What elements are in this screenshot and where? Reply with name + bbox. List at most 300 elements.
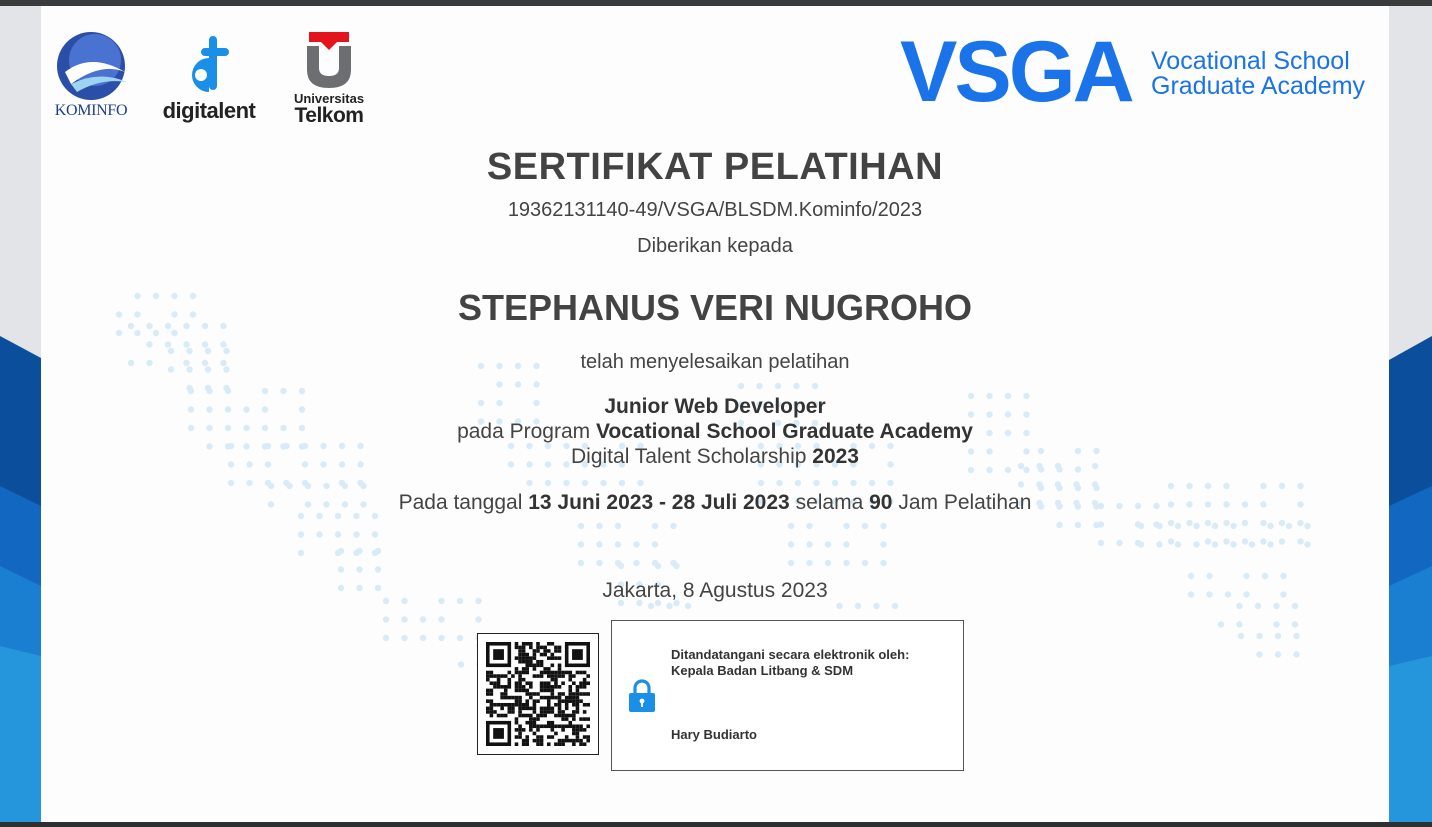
qr-module (554, 724, 558, 728)
map-dot (375, 548, 381, 554)
qr-module (576, 703, 580, 707)
kominfo-logo (51, 32, 131, 122)
qr-module (561, 674, 565, 678)
qr-module (508, 696, 512, 700)
qr-module (543, 724, 547, 728)
map-dot (1256, 651, 1262, 657)
qr-module (536, 717, 540, 721)
scholarship-name: Digital Talent Scholarship (571, 445, 807, 468)
qr-module (533, 664, 537, 668)
qr-module (561, 710, 565, 714)
qr-module (522, 728, 526, 732)
map-dot (637, 480, 643, 486)
vsga-subtitle-line2: Graduate Academy (1151, 72, 1366, 100)
map-dot (1267, 523, 1273, 529)
qr-module (576, 696, 580, 700)
qr-module (579, 717, 583, 721)
qr-module (490, 703, 494, 707)
map-dot (165, 341, 171, 347)
qr-module (518, 699, 522, 703)
map-dot (596, 523, 602, 529)
qr-module (525, 671, 529, 675)
map-dot (458, 661, 464, 667)
qr-module (543, 646, 547, 650)
qr-module (493, 703, 497, 707)
qr-module (518, 689, 522, 693)
qr-module (490, 692, 494, 696)
qr-module (586, 703, 590, 707)
map-dot (648, 603, 654, 609)
qr-module (543, 681, 547, 685)
qr-module (583, 728, 587, 732)
map-dot (1205, 520, 1211, 526)
qr-module (500, 674, 504, 678)
qr-module (518, 653, 522, 657)
qr-module (518, 724, 522, 728)
qr-module (508, 681, 512, 685)
qr-module (586, 717, 590, 721)
qr-module (522, 689, 526, 693)
map-dot (1260, 538, 1266, 544)
map-dot (146, 341, 152, 347)
qr-module (586, 674, 590, 678)
map-dot (673, 563, 679, 569)
qr-module (551, 689, 555, 693)
qr-module (493, 685, 497, 689)
qr-module (536, 660, 540, 664)
qr-module (486, 692, 490, 696)
qr-module (551, 685, 555, 689)
qr-module (543, 696, 547, 700)
qr-module (497, 714, 501, 718)
map-dot (375, 566, 381, 572)
map-dot (338, 566, 344, 572)
qr-module (490, 671, 494, 675)
qr-module (500, 685, 504, 689)
qr-module (536, 646, 540, 650)
qr-module (565, 717, 569, 721)
qr-module (533, 692, 537, 696)
map-dot (880, 560, 886, 566)
qr-module (579, 742, 583, 746)
qr-module (572, 742, 576, 746)
qr-module (525, 714, 529, 718)
qr-module (547, 699, 551, 703)
map-dot (880, 541, 886, 547)
qr-module (515, 696, 519, 700)
qr-module (583, 685, 587, 689)
place-date: Jakarta, 8 Agustus 2023 (602, 579, 828, 602)
map-dot (298, 550, 304, 556)
map-dot (578, 541, 584, 547)
map-dot (1018, 481, 1024, 487)
qr-module (565, 707, 569, 711)
map-dot (1260, 483, 1266, 489)
qr-module (579, 699, 583, 703)
qr-module (565, 696, 569, 700)
qr-module (533, 649, 537, 653)
map-dot (1230, 523, 1236, 529)
qr-module (511, 703, 515, 707)
qr-module (518, 728, 522, 732)
qr-module (579, 724, 583, 728)
map-dot (1260, 520, 1266, 526)
qr-module (576, 724, 580, 728)
qr-module (586, 681, 590, 685)
qr-module (583, 678, 587, 682)
qr-module (486, 689, 490, 693)
qr-module (561, 739, 565, 743)
map-dot (1175, 541, 1181, 547)
qr-module (515, 703, 519, 707)
map-dot (298, 531, 304, 537)
qr-module (572, 728, 576, 732)
qr-module (558, 699, 562, 703)
qr-module (529, 656, 533, 660)
qr-module (529, 660, 533, 664)
qr-module (515, 681, 519, 685)
map-dot (356, 548, 362, 554)
qr-module (511, 696, 515, 700)
qr-module (540, 664, 544, 668)
map-dot (652, 523, 658, 529)
qr-module (533, 710, 537, 714)
qr-module (568, 699, 572, 703)
telkom-wordmark-line1: Universitas (293, 91, 365, 106)
map-dot (652, 541, 658, 547)
map-dot (262, 388, 268, 394)
qr-module (543, 671, 547, 675)
qr-module (497, 681, 501, 685)
map-dot (1256, 633, 1262, 639)
qr-module (572, 696, 576, 700)
map-dot (1212, 541, 1218, 547)
map-dot (1255, 603, 1261, 609)
qr-module (554, 681, 558, 685)
map-dot (1156, 523, 1162, 529)
qr-module (568, 692, 572, 696)
qr-module (486, 707, 490, 711)
completed-label: telah menyelesaikan pelatihan (580, 351, 850, 373)
qr-module (529, 717, 533, 721)
map-dot (666, 603, 672, 609)
map-dot (563, 480, 569, 486)
map-dot (401, 616, 407, 622)
qr-module (540, 714, 544, 718)
qr-module (565, 735, 569, 739)
qr-module (522, 660, 526, 664)
scholarship-year: 2023 (812, 445, 859, 468)
qr-module (579, 739, 583, 743)
qr-module (558, 714, 562, 718)
qr-module (568, 721, 572, 725)
qr-module (547, 735, 551, 739)
map-dot (862, 523, 868, 529)
map-dot (286, 483, 292, 489)
qr-module (515, 721, 519, 725)
qr-module (568, 671, 572, 675)
qr-module (525, 742, 529, 746)
digitalent-logo (157, 34, 261, 129)
map-dot (825, 560, 831, 566)
map-dot (806, 541, 812, 547)
map-dot (806, 560, 812, 566)
qr-module (540, 685, 544, 689)
qr-module (511, 710, 515, 714)
map-dot (1279, 483, 1285, 489)
map-dot (545, 480, 551, 486)
map-dot (578, 560, 584, 566)
qr-module (493, 710, 497, 714)
qr-module (515, 646, 519, 650)
qr-module (529, 685, 533, 689)
map-dot (228, 480, 234, 486)
qr-module (561, 724, 565, 728)
qr-module (572, 717, 576, 721)
map-dot (1238, 633, 1244, 639)
qr-module (561, 671, 565, 675)
map-dot (578, 523, 584, 529)
qr-module (554, 742, 558, 746)
qr-module (547, 707, 551, 711)
map-dot (1223, 520, 1229, 526)
qr-module (547, 724, 551, 728)
qr-module (500, 703, 504, 707)
map-dot (134, 330, 140, 336)
qr-module (565, 724, 569, 728)
map-dot (788, 560, 794, 566)
qr-module (572, 699, 576, 703)
qr-module (558, 724, 562, 728)
map-dot (1186, 520, 1192, 526)
qr-module (508, 710, 512, 714)
qr-module (504, 685, 508, 689)
map-dot (892, 603, 898, 609)
map-dot (335, 531, 341, 537)
qr-module (583, 735, 587, 739)
qr-module (490, 714, 494, 718)
qr-module (522, 703, 526, 707)
map-dot (738, 383, 744, 389)
qr-code-icon (486, 642, 590, 746)
qr-module (540, 696, 544, 700)
qr-module (543, 714, 547, 718)
signature-statement: Ditandatangani secara elektronik oleh: (671, 647, 910, 662)
given-to-label: Diberikan kepada (637, 235, 793, 257)
qr-module (572, 681, 576, 685)
qr-module (558, 739, 562, 743)
map-dot (401, 635, 407, 641)
map-dot (1236, 603, 1242, 609)
map-dot (633, 560, 639, 566)
qr-module (540, 742, 544, 746)
map-dot (438, 616, 444, 622)
map-dot (1098, 540, 1104, 546)
qr-module (490, 699, 494, 703)
qr-module (540, 674, 544, 678)
qr-module (547, 689, 551, 693)
qr-module (529, 714, 533, 718)
qr-module (561, 728, 565, 732)
map-dot (116, 330, 122, 336)
map-dot (1292, 603, 1298, 609)
qr-module (572, 710, 576, 714)
qr-module (543, 710, 547, 714)
qr-module (583, 710, 587, 714)
qr-module (536, 664, 540, 668)
map-dot (206, 388, 212, 394)
qr-module (579, 681, 583, 685)
map-dot (1279, 538, 1285, 544)
map-dot (1075, 522, 1081, 528)
qr-module (486, 710, 490, 714)
qr-module (551, 696, 555, 700)
qr-module (522, 739, 526, 743)
qr-module (540, 660, 544, 664)
qr-module (547, 696, 551, 700)
qr-module (515, 671, 519, 675)
qr-module (568, 685, 572, 689)
qr-module (533, 656, 537, 660)
qr-module (525, 689, 529, 693)
map-dot (832, 480, 838, 486)
qr-module (554, 714, 558, 718)
map-dot (305, 483, 311, 489)
map-dot (836, 603, 842, 609)
map-dot (153, 330, 159, 336)
qr-module (500, 692, 504, 696)
map-dot (1267, 541, 1273, 547)
qr-module (572, 724, 576, 728)
map-dot (533, 381, 539, 387)
qr-module (576, 685, 580, 689)
map-dot (1138, 541, 1144, 547)
qr-module (576, 728, 580, 732)
qr-module (525, 660, 529, 664)
qr-module (576, 707, 580, 711)
map-dot (600, 480, 606, 486)
map-dot (383, 635, 389, 641)
qr-module (554, 671, 558, 675)
qr-module (576, 699, 580, 703)
qr-module (522, 649, 526, 653)
qr-module (529, 692, 533, 696)
qr-module (540, 724, 544, 728)
map-dot (1279, 520, 1285, 526)
qr-module (568, 689, 572, 693)
qr-module (525, 721, 529, 725)
qr-module (525, 703, 529, 707)
map-dot (360, 483, 366, 489)
qr-module (536, 739, 540, 743)
map-dot (776, 480, 782, 486)
qr-module (547, 642, 551, 646)
qr-module (558, 656, 562, 660)
qr-module (554, 646, 558, 650)
qr-module (522, 714, 526, 718)
qr-module (504, 692, 508, 696)
map-dot (356, 566, 362, 572)
map-dot (353, 531, 359, 537)
qr-module (518, 646, 522, 650)
map-dot (1304, 541, 1310, 547)
qr-module (565, 703, 569, 707)
qr-module (511, 674, 515, 678)
qr-module (515, 685, 519, 689)
qr-module (561, 692, 565, 696)
qr-module (554, 732, 558, 736)
map-dot (825, 541, 831, 547)
qr-module (533, 674, 537, 678)
qr-module (533, 739, 537, 743)
map-dot (1156, 541, 1162, 547)
qr-module (565, 671, 569, 675)
qr-module (583, 681, 587, 685)
qr-module (551, 692, 555, 696)
map-dot (788, 523, 794, 529)
qr-module (504, 703, 508, 707)
qr-module (565, 739, 569, 743)
qr-module (518, 732, 522, 736)
qr-module (543, 653, 547, 657)
qr-module (490, 681, 494, 685)
qr-module (543, 685, 547, 689)
date-line (41, 491, 1389, 515)
map-dot (1168, 538, 1174, 544)
map-dot (756, 383, 762, 389)
qr-module (515, 689, 519, 693)
qr-module (547, 703, 551, 707)
qr-module (493, 649, 504, 660)
qr-module (543, 649, 547, 653)
qr-module (536, 735, 540, 739)
qr-module (497, 678, 501, 682)
qr-module (525, 653, 529, 657)
qr-module (583, 742, 587, 746)
qr-module (529, 696, 533, 700)
map-dot (843, 523, 849, 529)
map-dot (855, 603, 861, 609)
map-dot (342, 483, 348, 489)
training-hours: 90 (869, 491, 893, 514)
qr-module (518, 678, 522, 682)
qr-module (572, 714, 576, 718)
map-dot (1230, 541, 1236, 547)
map-dot (1138, 523, 1144, 529)
map-dot (1223, 483, 1229, 489)
map-dot (515, 381, 521, 387)
kominfo-wordmark: KOMINFO (54, 102, 128, 119)
course-name: Junior Web Developer (604, 395, 826, 418)
qr-module (558, 703, 562, 707)
qr-module (508, 678, 512, 682)
qr-module (490, 674, 494, 678)
qr-module (551, 707, 555, 711)
qr-module (533, 721, 537, 725)
qr-module (518, 681, 522, 685)
qr-module (540, 681, 544, 685)
qr-module (554, 656, 558, 660)
qr-module (565, 714, 569, 718)
qr-module (576, 710, 580, 714)
map-dot (596, 541, 602, 547)
map-dot (1273, 603, 1279, 609)
map-dot (183, 341, 189, 347)
map-dot (1056, 522, 1062, 528)
lock-icon (628, 679, 656, 713)
map-dot (1275, 633, 1281, 639)
qr-module (572, 649, 583, 660)
